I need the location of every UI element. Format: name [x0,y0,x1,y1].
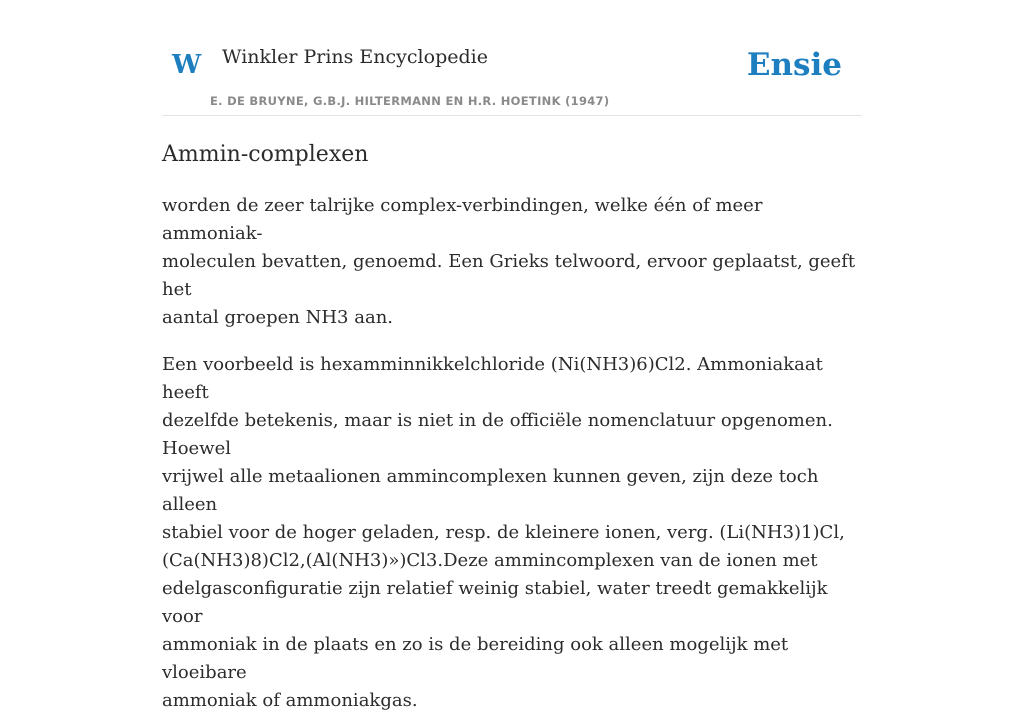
ensie-logo-link[interactable]: Ensie [746,47,842,83]
source-authors: E. DE BRUYNE, G.B.J. HILTERMANN EN H.R. HOETINK (1947) [210,94,610,108]
header [162,0,862,116]
article-paragraph: Een voorbeeld is hexamminnikkelchloride (Ni(NH3)6)Cl2. Ammoniakaat heeft dezelfde betekenis, maar is niet in de officiële nomenclatuur opgenomen. Hoewel vrijwel alle metaalionen ammincomplexen kunnen geven, zijn deze toch alleen stabiel voor de hoger geladen, resp. de kleinere ionen, verg. (Li(NH3)1)Cl, (Ca(NH3)8)Cl2,(Al(NH3)»)Cl3.Deze ammincomplexen van de ionen met edelgasconfiguratie zijn relatief weinig stabiel, water treedt gemakkelijk voor ammoniak in de plaats en zo is de bereiding ook alleen mogelijk met vloeibare ammoniak of ammoniakgas. [162,354,845,711]
article-title: Ammin-complexen [162,142,369,167]
article [162,116,862,715]
winkler-prins-logo-icon: W [172,50,202,80]
source-title: Winkler Prins Encyclopedie [222,46,488,68]
article-paragraph: worden de zeer talrijke complex-verbindingen, welke één of meer ammoniak- moleculen bevatten, genoemd. Een Grieks telwoord, ervoor geplaatst, geeft het aantal groepen NH3 aan. [162,195,856,328]
